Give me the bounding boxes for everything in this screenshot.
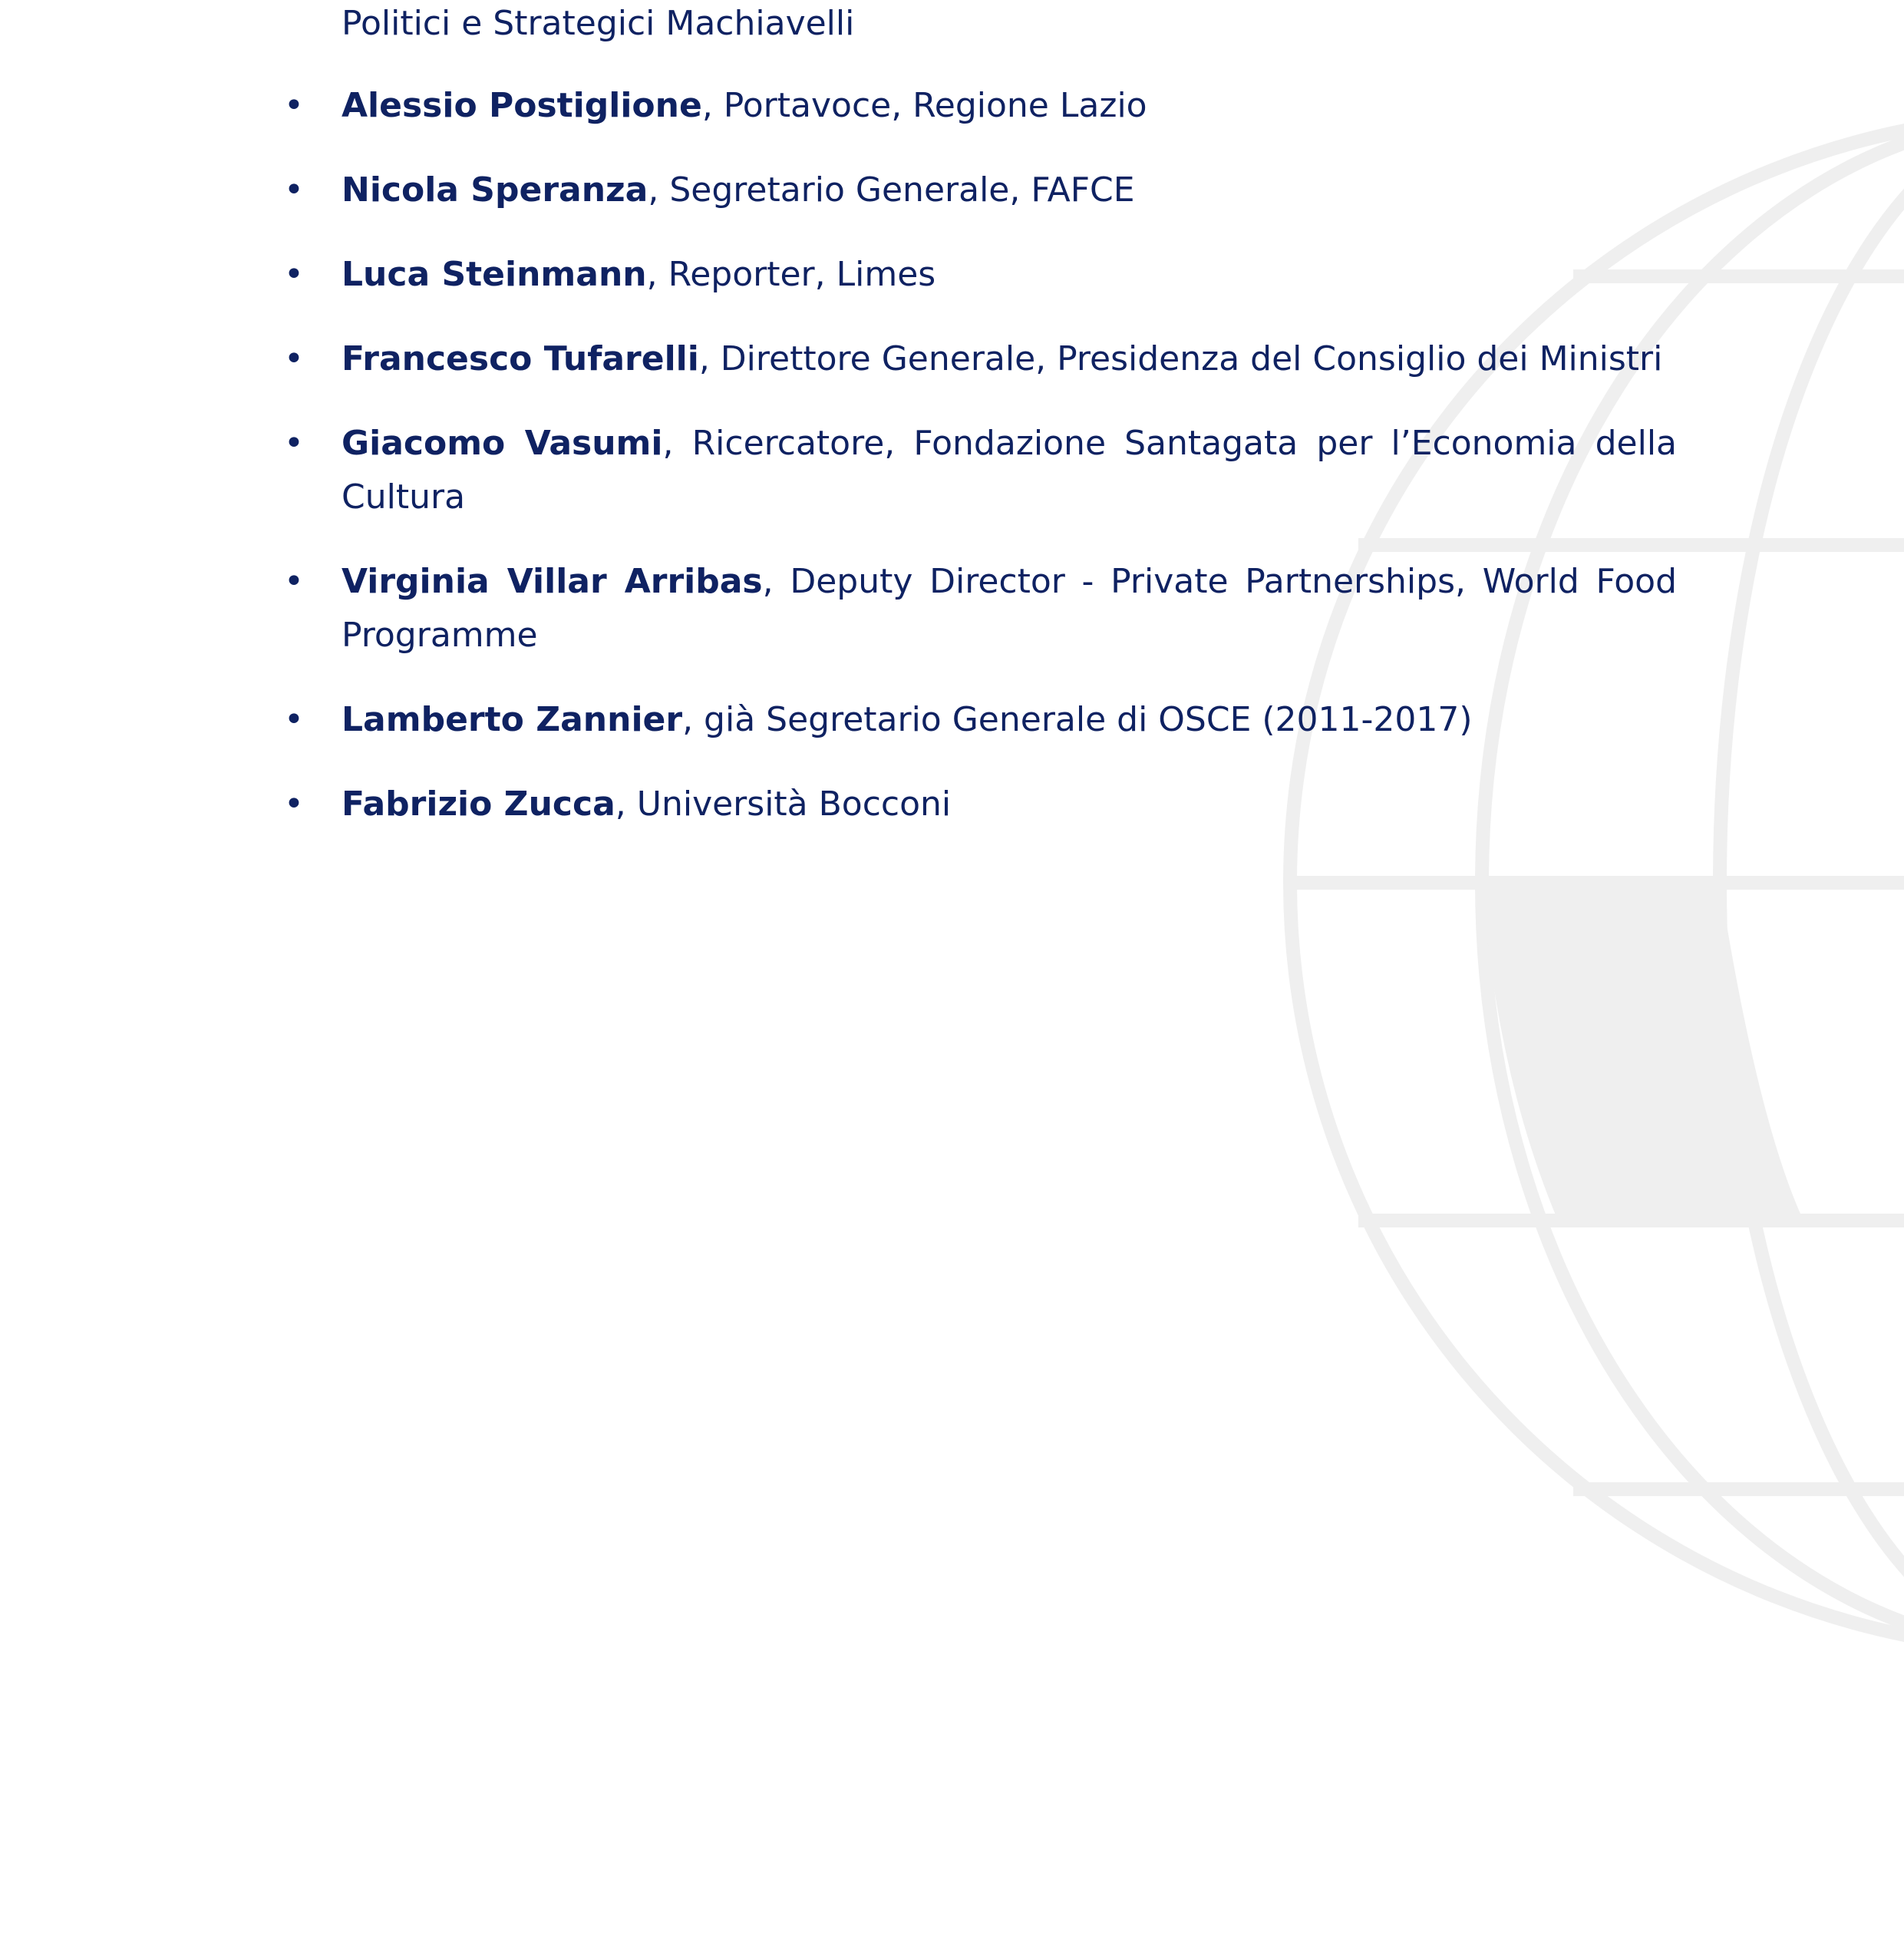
bullet: • — [284, 255, 304, 294]
list-item — [284, 693, 1677, 747]
attendee-role: , Università Bocconi — [615, 785, 952, 824]
attendee-list — [284, 79, 1678, 831]
list-item — [284, 332, 1677, 386]
bullet: • — [284, 785, 304, 824]
attendee-role: , Ricercatore, Fondazione Santagata per l’Economia della Cultura — [342, 424, 1678, 517]
list-item — [284, 164, 1677, 217]
attendee-role: , Deputy Director - Private Partnerships, World Food Programme — [342, 562, 1677, 655]
attendee-name: Giacomo Vasumi — [342, 424, 663, 463]
attendee-role: , Segretario Generale, FAFCE — [648, 170, 1135, 210]
attendee-name: Lamberto Zannier — [342, 700, 683, 739]
attendee-name: Fabrizio Zucca — [342, 785, 615, 824]
attendee-list-section — [284, 0, 1678, 862]
attendee-role: , Direttore Generale, Presidenza del Consiglio dei Ministri — [698, 339, 1663, 378]
attendee-name: Francesco Tufarelli — [342, 339, 699, 378]
list-item — [284, 79, 1677, 133]
attendee-name: Virginia Villar Arribas — [342, 562, 763, 601]
bullet: • — [284, 170, 304, 210]
bullet: • — [284, 700, 304, 739]
attendee-name: Nicola Speranza — [342, 170, 648, 210]
attendee-role: , già Segretario Generale di OSCE (2011-2017) — [682, 700, 1473, 739]
attendee-name: Alessio Postiglione — [342, 86, 702, 125]
list-item — [284, 778, 1677, 831]
list-item — [284, 417, 1678, 524]
attendee-name: Luca Steinmann — [342, 255, 647, 294]
bullet: • — [284, 562, 304, 601]
list-item — [284, 555, 1677, 662]
previous-item-continuation: Politici e Strategici Machiavelli — [342, 4, 855, 43]
list-item — [284, 248, 1677, 302]
bullet: • — [284, 86, 304, 125]
attendee-role: , Reporter, Limes — [646, 255, 936, 294]
attendee-role: , Portavoce, Regione Lazio — [701, 86, 1147, 125]
bullet: • — [284, 424, 304, 463]
bullet: • — [284, 339, 304, 378]
